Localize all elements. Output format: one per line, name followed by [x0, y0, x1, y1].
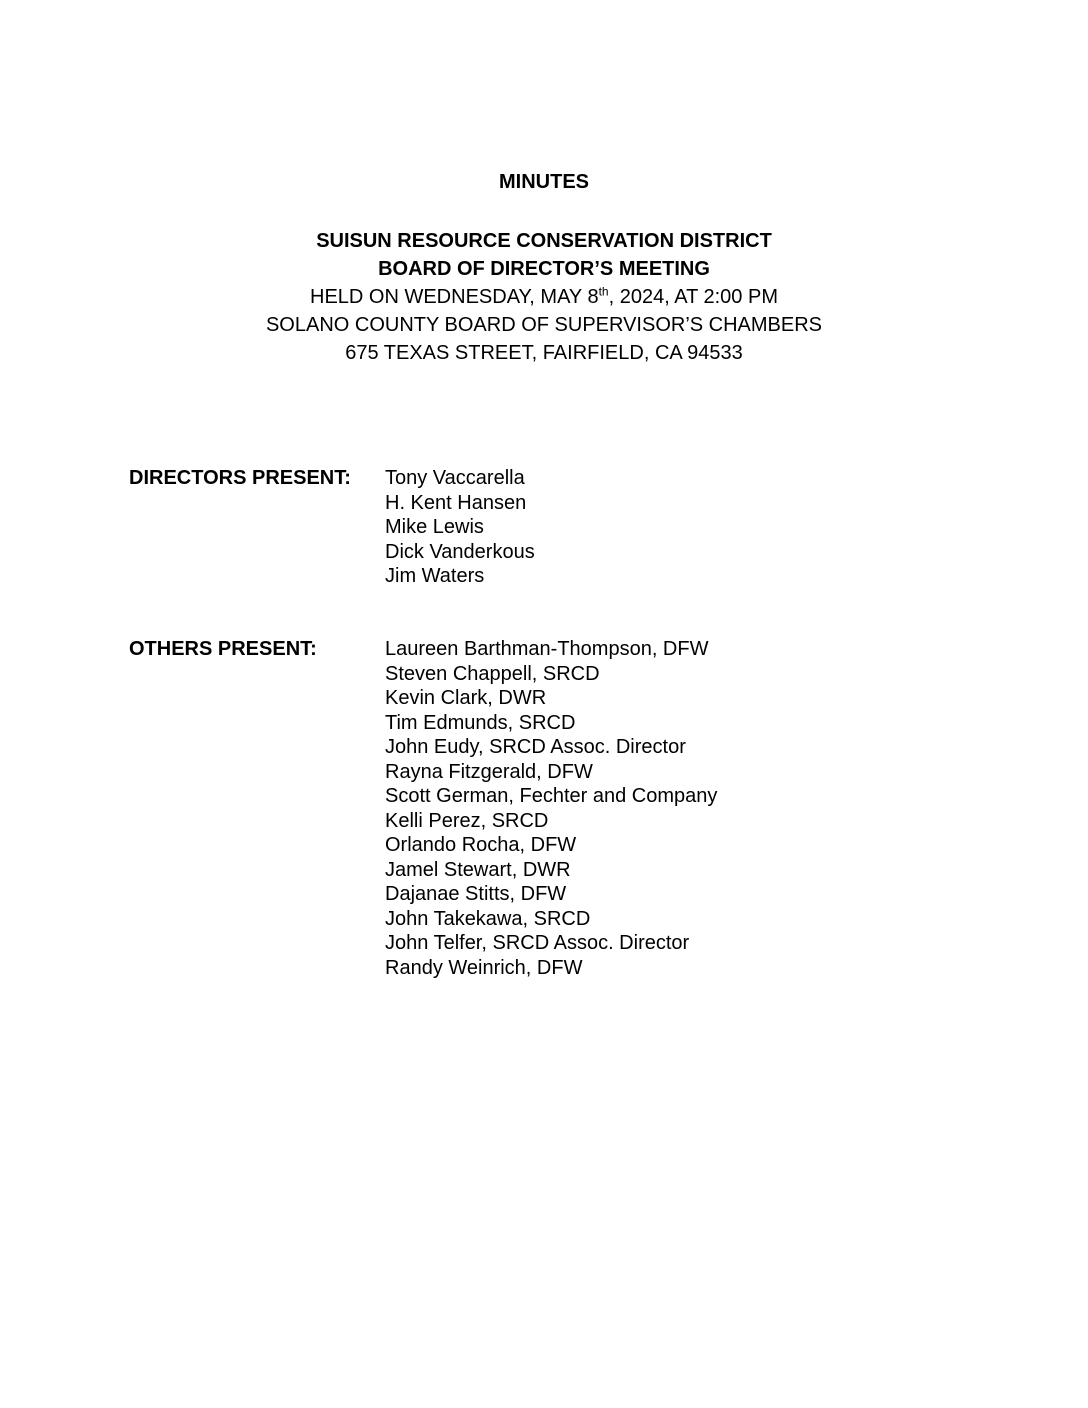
meeting-address: 675 TEXAS STREET, FAIRFIELD, CA 94533: [345, 342, 743, 364]
meeting-date-time: [0, 283, 1088, 311]
others-present-list: [385, 637, 717, 980]
meeting-date-ordinal: th: [598, 284, 609, 299]
director-name: Mike Lewis: [385, 516, 484, 538]
attendee-name: John Eudy, SRCD Assoc. Director: [385, 736, 686, 758]
attendee-name: Orlando Rocha, DFW: [385, 834, 577, 856]
attendee-name: Kevin Clark, DWR: [385, 687, 547, 709]
meeting-name: BOARD OF DIRECTOR’S MEETING: [378, 258, 710, 280]
attendee-name: Scott German, Fechter and Company: [385, 785, 718, 807]
director-name: Jim Waters: [385, 565, 485, 587]
organization-name: SUISUN RESOURCE CONSERVATION DISTRICT: [316, 230, 772, 252]
attendee-name: Randy Weinrich, DFW: [385, 956, 583, 979]
attendee-name: John Telfer, SRCD Assoc. Director: [385, 932, 690, 954]
others-present-section: [129, 637, 1029, 980]
attendee-name: Rayna Fitzgerald, DFW: [385, 760, 593, 783]
attendee-name: Steven Chappell, SRCD: [385, 662, 600, 685]
attendee-name: Laureen Barthman-Thompson, DFW: [385, 638, 709, 660]
directors-present-list: [385, 466, 535, 589]
document-title: MINUTES: [499, 171, 589, 193]
meeting-header: [0, 227, 1088, 367]
attendee-name: Jamel Stewart, DWR: [385, 858, 571, 881]
meeting-location: SOLANO COUNTY BOARD OF SUPERVISOR’S CHAMBERS: [265, 314, 823, 336]
attendee-name: Dajanae Stitts, DFW: [385, 883, 567, 905]
director-name: H. Kent Hansen: [385, 491, 527, 514]
director-name: Dick Vanderkous: [385, 540, 535, 563]
attendee-name: Tim Edmunds, SRCD: [385, 711, 576, 734]
directors-present-label: DIRECTORS PRESENT:: [129, 467, 351, 489]
attendee-name: Kelli Perez, SRCD: [385, 809, 549, 832]
others-present-label: OTHERS PRESENT:: [129, 638, 317, 660]
directors-present-section: [129, 466, 1029, 589]
attendee-name: John Takekawa, SRCD: [385, 907, 591, 930]
director-name: Tony Vaccarella: [385, 467, 525, 489]
meeting-date-suffix: , 2024, AT 2:00 PM: [608, 286, 778, 308]
meeting-date-prefix: HELD ON WEDNESDAY, MAY 8: [310, 286, 599, 308]
